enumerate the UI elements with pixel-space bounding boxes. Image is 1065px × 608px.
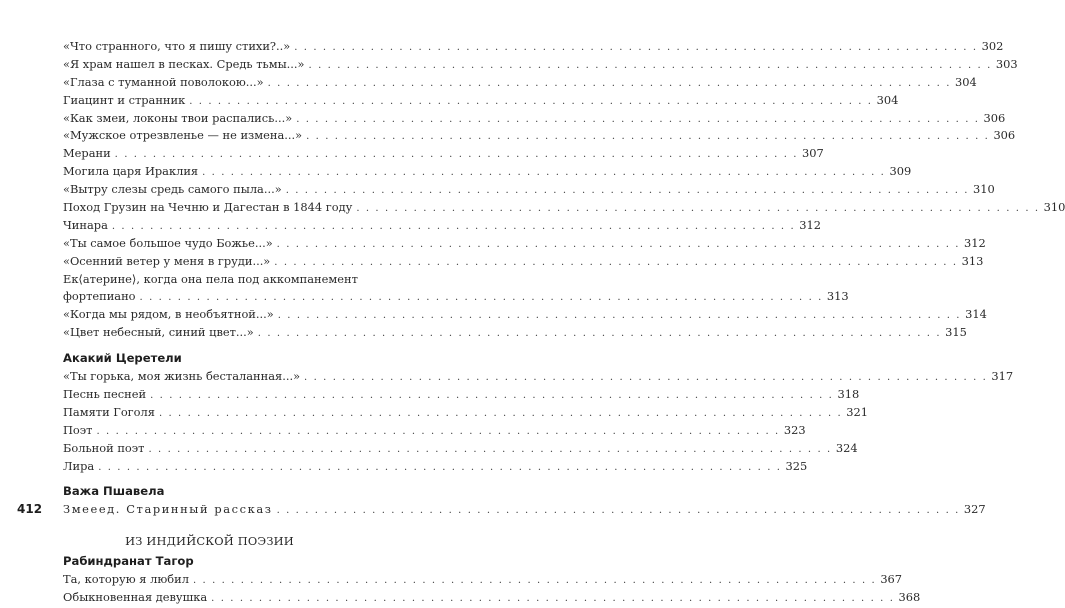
toc-entry-title: Обыкновенная девушка xyxy=(63,590,208,605)
dot-leader xyxy=(258,325,941,343)
toc-entry-page: 368 xyxy=(898,590,921,605)
toc-entry xyxy=(63,92,899,110)
dot-leader xyxy=(202,164,885,182)
toc-entry-title: «Когда мы рядом, в необъятной...» xyxy=(63,307,274,322)
dot-leader xyxy=(356,200,1039,218)
toc-entry-page: 327 xyxy=(963,502,986,517)
page-number: 412 xyxy=(17,502,43,516)
author-heading: Акакий Церетели xyxy=(63,351,182,366)
toc-entry-title: Змееед. Старинный рассказ xyxy=(63,502,273,517)
toc-entry xyxy=(63,501,986,519)
toc-entry-page: 313 xyxy=(826,289,849,304)
toc-entry-page: 306 xyxy=(993,128,1016,143)
dot-leader xyxy=(277,502,960,520)
toc-entry-title: Памяти Гоголя xyxy=(63,404,155,419)
toc-entry xyxy=(63,404,869,422)
toc-entry xyxy=(63,440,858,458)
toc-entry-page: 318 xyxy=(837,387,860,402)
dot-leader xyxy=(304,369,987,387)
toc-entry-title: «Ты самое большое чудо Божье...» xyxy=(63,235,273,250)
dot-leader xyxy=(296,111,979,129)
toc-entry-page: 314 xyxy=(965,307,987,322)
toc-entry-title: Чинара xyxy=(63,217,108,232)
toc-entry-page: 304 xyxy=(954,74,977,89)
toc-entry xyxy=(63,386,860,404)
dot-leader xyxy=(189,93,872,111)
author-heading: Рабиндранат Тагор xyxy=(63,554,194,569)
dot-leader xyxy=(274,254,957,272)
toc-entry xyxy=(63,368,1014,386)
toc-entry-title: «Цвет небесный, синий цвет...» xyxy=(63,325,254,340)
toc-entry xyxy=(63,422,806,440)
toc-entry-page: 309 xyxy=(889,164,912,179)
toc-entry xyxy=(63,199,1065,217)
toc-entry-page: 307 xyxy=(802,146,824,161)
toc-entry-page: 302 xyxy=(981,39,1004,53)
dot-leader xyxy=(115,146,798,164)
toc-entry xyxy=(63,181,995,199)
toc-entry xyxy=(63,127,1016,145)
dot-leader xyxy=(159,405,842,423)
section-heading: ИЗ ИНДИЙСКОЙ ПОЭЗИИ xyxy=(125,534,294,549)
toc-entry-title: Песнь песней xyxy=(63,387,147,402)
toc-entry-title: Гиацинт и странник xyxy=(63,92,186,107)
toc-entry-wrapped-line1: Ек⟨атерине⟩, когда она пела под аккомпанемент xyxy=(63,271,358,286)
toc-entry xyxy=(63,571,903,589)
toc-entry-title: Больной поэт xyxy=(63,440,145,455)
toc-entry-title: «Глаза с туманной поволокою...» xyxy=(63,74,264,89)
toc-entry-page: 317 xyxy=(991,369,1014,384)
toc-entry-title: Поход Грузин на Чечню и Дагестан в 1844 году xyxy=(63,200,353,215)
toc-group-tagore xyxy=(63,571,921,607)
toc-entry xyxy=(63,235,986,253)
toc-entry-page: 315 xyxy=(945,325,967,340)
dot-leader xyxy=(150,387,833,405)
toc-entry-title: «Ты горька, моя жизнь бесталанная...» xyxy=(63,369,301,384)
toc-entry xyxy=(63,458,808,476)
table-of-contents xyxy=(63,38,1065,607)
toc-entry-title: Могила царя Ираклия xyxy=(63,164,199,179)
toc-group-pshavela xyxy=(63,501,986,519)
dot-leader xyxy=(96,423,779,441)
toc-entry xyxy=(63,253,984,271)
toc-entry-title: Та, которую я любил xyxy=(63,572,189,587)
toc-entry-title: Мерани xyxy=(63,146,111,161)
toc-entry-page: 313 xyxy=(961,253,984,268)
toc-entry-title: Лира xyxy=(63,458,95,473)
dot-leader xyxy=(306,128,989,146)
toc-entry-page: 367 xyxy=(880,572,903,587)
toc-entry-title: «Я храм нашел в песках. Средь тьмы...» xyxy=(63,56,305,71)
toc-group-lermontov xyxy=(63,38,1065,342)
dot-leader xyxy=(286,182,969,200)
toc-group-tsereteli xyxy=(63,368,1014,475)
toc-entry-page: 324 xyxy=(835,440,858,455)
toc-entry-title: «Что странного, что я пишу стихи?..» xyxy=(63,39,291,53)
toc-entry-page: 312 xyxy=(799,217,821,232)
toc-entry xyxy=(63,589,921,607)
toc-entry xyxy=(63,306,987,324)
author-heading: Важа Пшавела xyxy=(63,484,165,499)
toc-entry xyxy=(63,110,1006,128)
toc-entry-title: «Вытру слезы средь самого пыла...» xyxy=(63,182,282,197)
dot-leader xyxy=(112,218,795,236)
toc-entry-page: 312 xyxy=(964,235,986,250)
toc-entry-page: 325 xyxy=(785,458,808,473)
toc-entry-title: Поэт xyxy=(63,422,93,437)
toc-entry xyxy=(63,56,1018,74)
toc-entry-title: «Как змеи, локоны твои распались...» xyxy=(63,110,293,125)
toc-entry-page: 310 xyxy=(1043,200,1065,215)
toc-entry xyxy=(63,288,849,306)
dot-leader xyxy=(277,236,960,254)
toc-entry-page: 323 xyxy=(783,422,806,437)
toc-entry-page: 303 xyxy=(995,56,1018,71)
toc-entry xyxy=(63,324,967,342)
dot-leader xyxy=(278,307,961,325)
toc-entry-title: «Мужское отрезвленье — не измена...» xyxy=(63,128,303,143)
toc-entry xyxy=(63,74,977,92)
toc-entry-page: 304 xyxy=(876,92,899,107)
dot-leader xyxy=(140,289,823,307)
toc-entry xyxy=(63,217,821,235)
toc-entry xyxy=(63,163,912,181)
dot-leader xyxy=(193,572,876,590)
toc-entry-page: 321 xyxy=(846,404,869,419)
toc-entry xyxy=(63,38,1004,56)
dot-leader xyxy=(294,39,977,57)
dot-leader xyxy=(148,441,831,459)
toc-entry xyxy=(63,145,824,163)
toc-entry-page: 306 xyxy=(983,110,1006,125)
dot-leader xyxy=(211,590,894,608)
dot-leader xyxy=(268,75,951,93)
dot-leader xyxy=(309,57,992,75)
toc-entry-title: фортепиано xyxy=(63,289,136,304)
dot-leader xyxy=(98,459,781,477)
toc-entry-title: «Осенний ветер у меня в груди...» xyxy=(63,253,271,268)
toc-entry-page: 310 xyxy=(973,182,995,197)
